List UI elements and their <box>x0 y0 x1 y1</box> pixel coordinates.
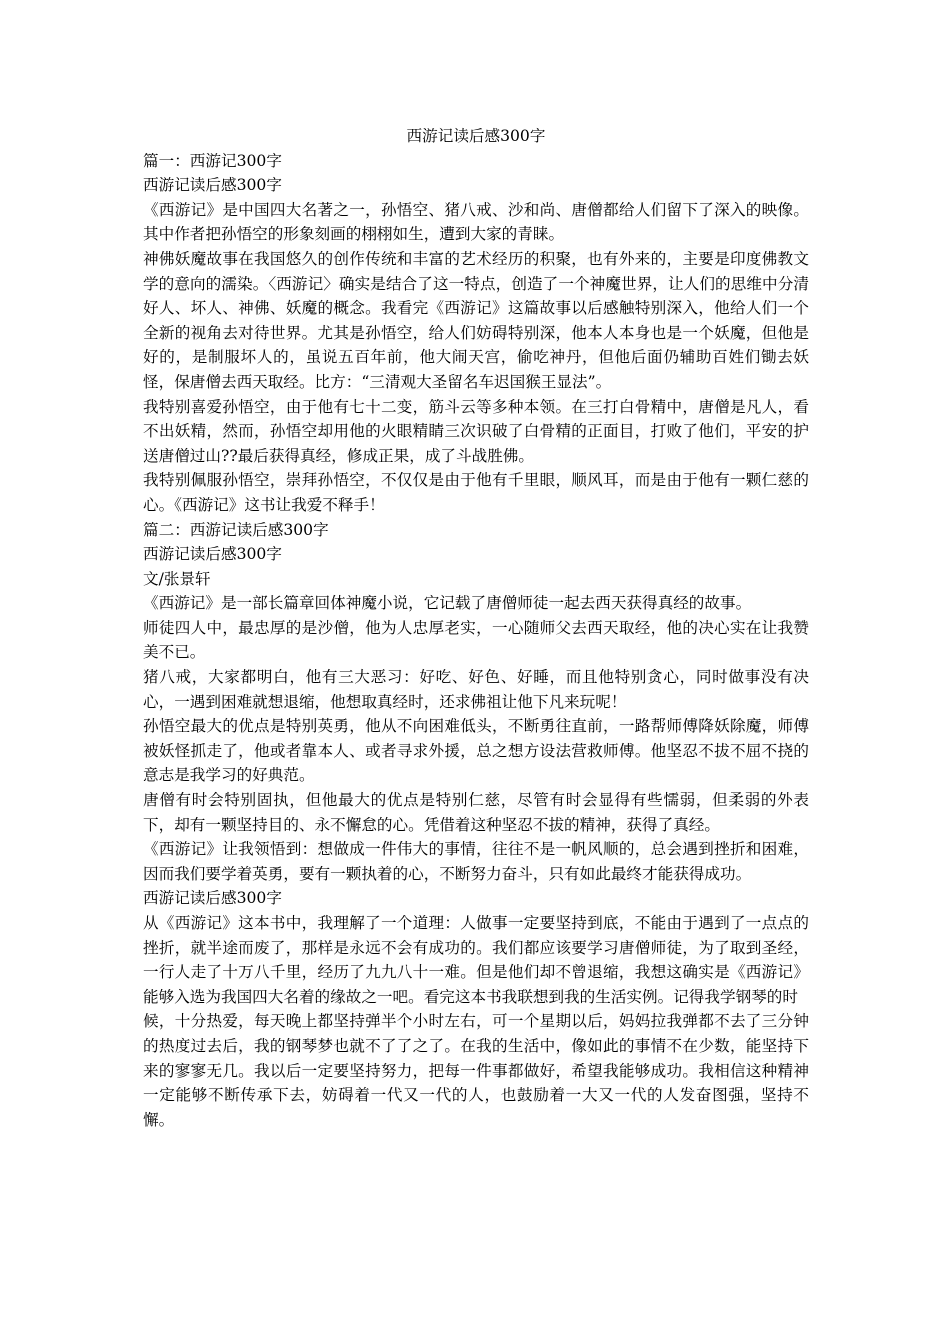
sub-heading-1: 西游记读后感300字 <box>143 176 282 195</box>
paragraph: 《西游记》让我领悟到：想做成一件伟大的事情，往往不是一帆风顺的，总会遇到挫折和困难，因而我们要学着英勇，要有一颗执着的心，不断努力奋斗，只有如此最终才能获得成功。 <box>143 840 809 883</box>
paragraph: 我特别佩服孙悟空，崇拜孙悟空，不仅仅是由于他有千里眼，顺风耳，而是由于他有一颗仁慈的心。《西游记》这书让我爱不释手！ <box>143 471 809 514</box>
sub-heading-2: 西游记读后感300字 <box>143 545 282 564</box>
paragraph: 师徒四人中，最忠厚的是沙僧，他为人忠厚老实，一心随师父去西天取经，他的决心实在让我赞美不已。 <box>143 618 809 662</box>
paragraph: 神佛妖魔故事在我国悠久的创作传统和丰富的艺术经历的积聚，也有外来的，主要是印度佛教文学的意向的濡染。〈西游记〉确实是结合了这一特点，创造了一个神魔世界，让人们的思维中分清好人、坏人、神佛、妖魔的概念。我看完《西游记》这篇故事以后感触特别深入，他给人们一个全新的视角去对待世界。尤其是孙悟空，给人们妨碍特别深，他本人本身也是一个妖魔，但他是好的，是制服坏人的，虽说五百年前，他大闹天宫，偷吃神丹，但他后面仍辅助百姓们锄去妖怪，保唐僧去西天取经。比方：“三清观大圣留名车迟国猴王显法”。 <box>143 249 809 391</box>
section-heading-2: 篇二：西游记读后感300字 <box>143 520 329 539</box>
paragraph: 猪八戒，大家都明白，他有三大恶习：好吃、好色、好睡，而且他特别贪心，同时做事没有决心，一遇到困难就想退缩，他想取真经时，还求佛祖让他下凡来玩呢！ <box>143 668 809 711</box>
author-line: 文/张景轩 <box>143 569 211 588</box>
section-heading-1: 篇一：西游记300字 <box>143 151 282 170</box>
paragraph: 唐僧有时会特别固执，但他最大的优点是特别仁慈，尽管有时会显得有些懦弱，但柔弱的外表下，却有一颗坚持目的、永不懈怠的心。凭借着这种坚忍不拔的精神，获得了真经。 <box>143 791 809 834</box>
paragraph: 孙悟空最大的优点是特别英勇，他从不向困难低头，不断勇往直前，一路帮师傅降妖除魔，师傅被妖怪抓走了，他或者靠本人、或者寻求外援，总之想方设法营救师傅。他坚忍不拔不屈不挠的意志是我学习的好典范。 <box>143 717 809 785</box>
paragraph: 从《西游记》这本书中，我理解了一个道理：人做事一定要坚持到底，不能由于遇到了一点点的挫折，就半途而废了，那样是永远不会有成功的。我们都应该要学习唐僧师徒，为了取到圣经，一行人走了十万八千里，经历了九九八十一难。但是他们却不曾退缩，我想这确实是《西游记》能够入选为我国四大名着的缘故之一吧。看完这本书我联想到我的生活实例。记得我学钢琴的时 <box>143 914 809 1006</box>
sub-heading-3: 西游记读后感300字 <box>143 889 282 908</box>
paragraph: 《西游记》是一部长篇章回体神魔小说，它记载了唐僧师徒一起去西天获得真经的故事。 <box>143 594 752 613</box>
document-body <box>143 124 809 1132</box>
paragraph: 候，十分热爱，每天晚上都坚持弹半个小时左右，可一个星期以后，妈妈拉我弹都不去了三分钟的热度过去后，我的钢琴梦也就不了了之了。在我的生活中，像如此的事情不在少数，能坚持下来的寥寥无几。我以后一定要坚持努力，把每一件事都做好，希望我能够成功。我相信这种精神一定能够不断传承下去，妨碍着一代又一代的人，也鼓励着一大又一代的人发奋图强，坚持不懈。 <box>143 1012 809 1129</box>
document-title: 西游记读后感300字 <box>406 127 546 145</box>
paragraph: 我特别喜爱孙悟空，由于他有七十二变，筋斗云等多种本领。在三打白骨精中，唐僧是凡人，看不出妖精，然而，孙悟空却用他的火眼精睛三次识破了白骨精的正面目，打败了他们，平安的护送唐僧过山??最后获得真经，修成正果，成了斗战胜佛。 <box>143 397 809 465</box>
paragraph: 《西游记》是中国四大名著之一，孙悟空、猪八戒、沙和尚、唐僧都给人们留下了深入的映像。其中作者把孙悟空的形象刻画的栩栩如生，遭到大家的青睐。 <box>143 200 809 244</box>
